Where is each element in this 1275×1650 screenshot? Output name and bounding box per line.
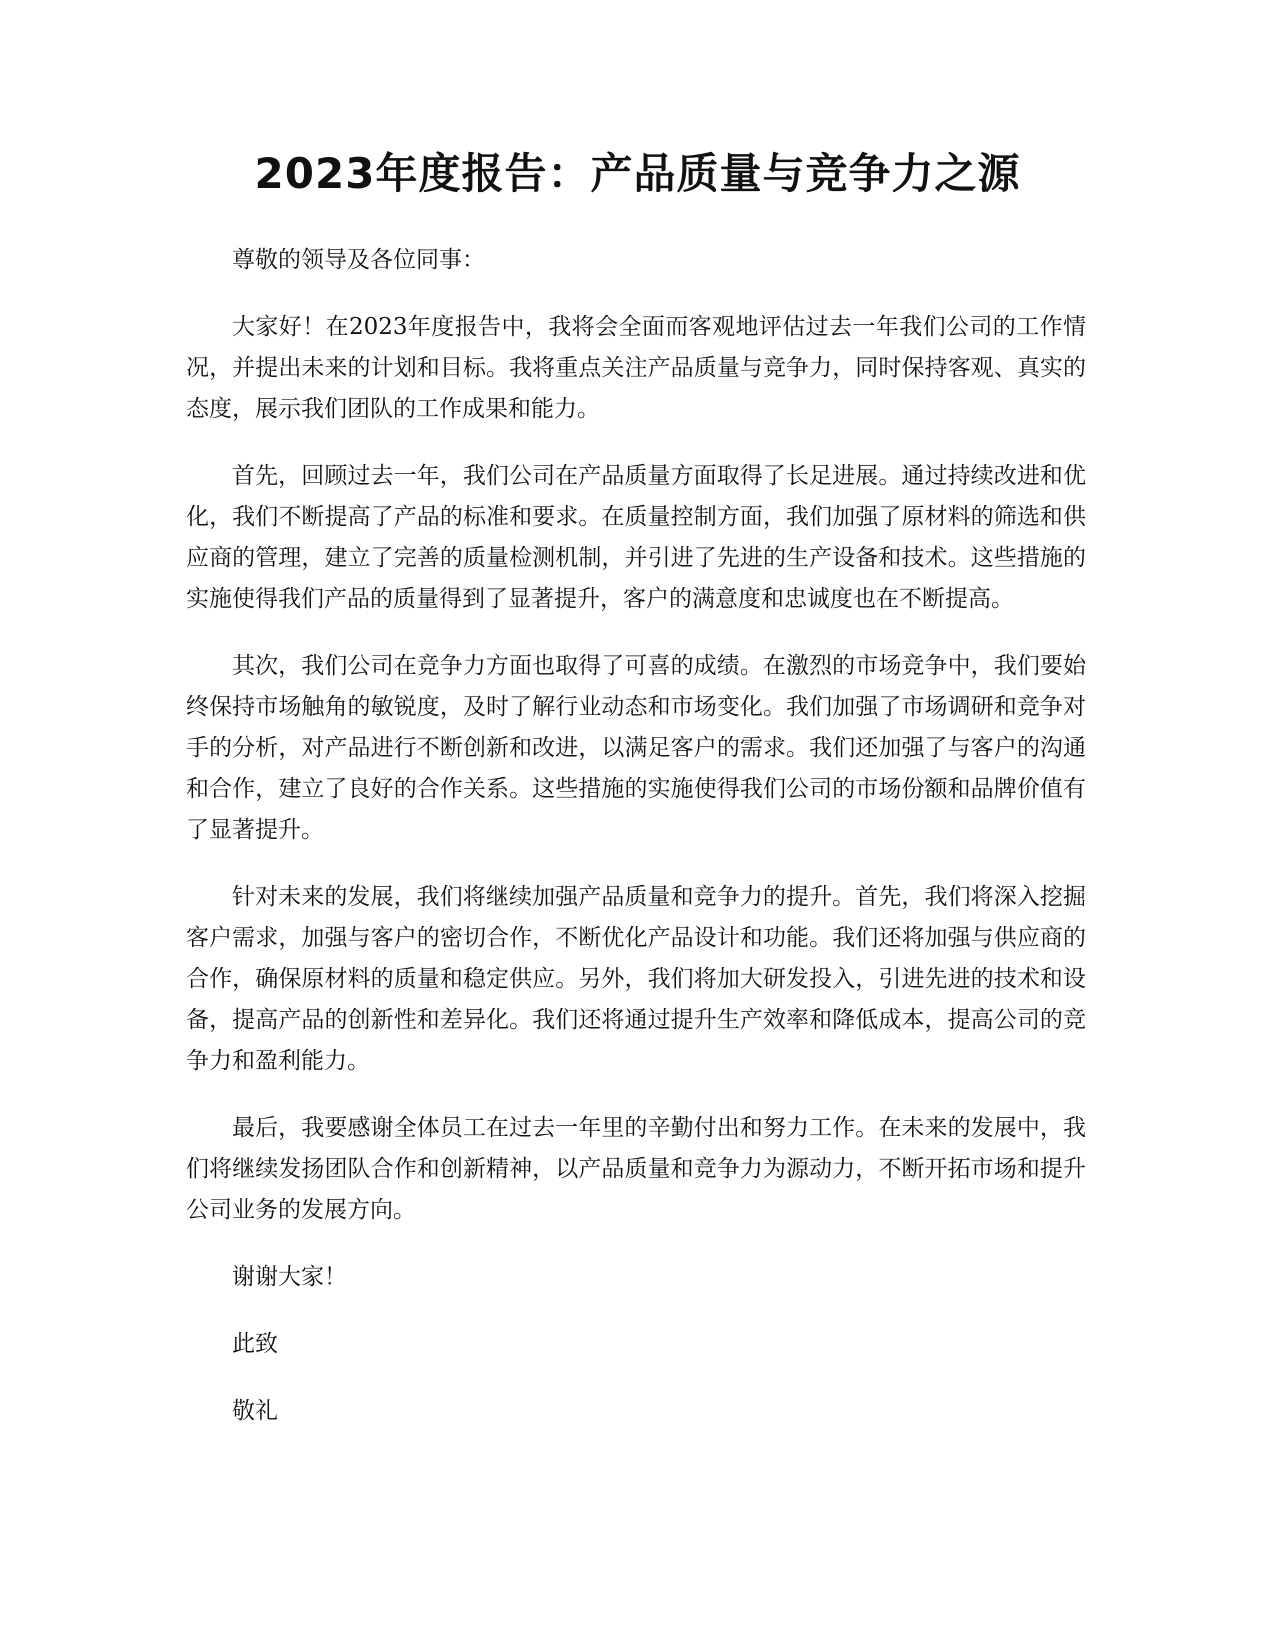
paragraph-thanks-staff: 最后，我要感谢全体员工在过去一年里的辛勤付出和努力工作。在未来的发展中，我们将继续发扬团队合作和创新精神，以产品质量和竞争力为源动力，不断开拓市场和提升公司业务的发展方向。 — [186, 1115, 1086, 1223]
paragraph-intro: 大家好！在2023年度报告中，我将会全面而客观地评估过去一年我们公司的工作情况，并提出未来的计划和目标。我将重点关注产品质量与竞争力，同时保持客观、真实的态度，展示我们团队的工作成果和能力。 — [186, 314, 1086, 422]
paragraph-competitiveness: 其次，我们公司在竞争力方面也取得了可喜的成绩。在激烈的市场竞争中，我们要始终保持市场触角的敏锐度，及时了解行业动态和市场变化。我们加强了市场调研和竞争对手的分析，对产品进行不断创新和改进，以满足客户的需求。我们还加强了与客户的沟通和合作，建立了良好的合作关系。这些措施的实施使得我们公司的市场份额和品牌价值有了显著提升。 — [186, 653, 1086, 843]
document-body — [186, 240, 1086, 1458]
closing-line-1: 此致 — [232, 1331, 278, 1357]
thanks-line: 谢谢大家！ — [232, 1264, 347, 1290]
salutation: 尊敬的领导及各位同事： — [232, 247, 485, 273]
document-title: 2023年度报告：产品质量与竞争力之源 — [254, 149, 1021, 198]
closing-line-2: 敬礼 — [232, 1398, 278, 1424]
paragraph-quality: 首先，回顾过去一年，我们公司在产品质量方面取得了长足进展。通过持续改进和优化，我们不断提高了产品的标准和要求。在质量控制方面，我们加强了原材料的筛选和供应商的管理，建立了完善的质量检测机制，并引进了先进的生产设备和技术。这些措施的实施使得我们产品的质量得到了显著提升，客户的满意度和忠诚度也在不断提高。 — [186, 463, 1086, 612]
paragraph-future: 针对未来的发展，我们将继续加强产品质量和竞争力的提升。首先，我们将深入挖掘客户需求，加强与客户的密切合作，不断优化产品设计和功能。我们还将加强与供应商的合作，确保原材料的质量和稳定供应。另外，我们将加大研发投入，引进先进的技术和设备，提高产品的创新性和差异化。我们还将通过提升生产效率和降低成本，提高公司的竞争力和盈利能力。 — [186, 884, 1086, 1074]
